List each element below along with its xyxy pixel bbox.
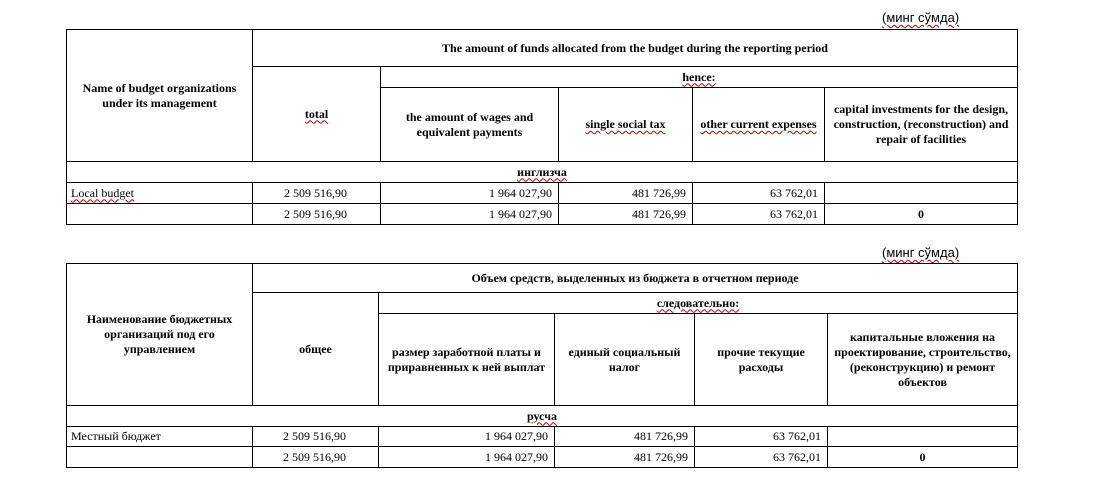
cell-capital bbox=[825, 183, 1018, 204]
header-total: общее bbox=[253, 293, 379, 406]
header-group-title: Объем средств, выделенных из бюджета в отчетном периоде bbox=[253, 264, 1018, 293]
table-row bbox=[67, 447, 1018, 468]
cell-social-tax: 481 726,99 bbox=[555, 427, 695, 447]
cell-capital: 0 bbox=[828, 447, 1018, 468]
cell-total: 2 509 516,90 bbox=[253, 447, 379, 468]
cell-capital bbox=[828, 427, 1018, 447]
header-org-name: Name of budget organizations under its management bbox=[67, 30, 253, 162]
header-other-current: прочие текущие расходы bbox=[695, 314, 828, 406]
cell-total: 2 509 516,90 bbox=[253, 204, 381, 225]
cell-social-tax: 481 726,99 bbox=[559, 204, 693, 225]
header-capital: капитальные вложения на проектирование, строительство, (реконструкцию) и ремонт объектов bbox=[828, 314, 1018, 406]
header-wages: the amount of wages and equivalent payments bbox=[381, 88, 559, 162]
cell-capital: 0 bbox=[825, 204, 1018, 225]
cell-name bbox=[67, 447, 253, 468]
cell-other-current: 63 762,01 bbox=[693, 204, 825, 225]
table-row bbox=[67, 204, 1018, 225]
table-row bbox=[67, 183, 1018, 204]
header-total: total bbox=[253, 67, 381, 162]
header-group-title: The amount of funds allocated from the budget during the reporting period bbox=[253, 30, 1018, 67]
cell-total: 2 509 516,90 bbox=[253, 183, 381, 204]
language-label: инглизча bbox=[67, 162, 1018, 183]
budget-table-english bbox=[66, 29, 1018, 225]
unit-note: (минг сўмда) bbox=[882, 245, 960, 260]
cell-other-current: 63 762,01 bbox=[693, 183, 825, 204]
header-social-tax: единый социальный налог bbox=[555, 314, 695, 406]
unit-note: (минг сўмда) bbox=[882, 10, 960, 25]
cell-other-current: 63 762,01 bbox=[695, 447, 828, 468]
cell-other-current: 63 762,01 bbox=[695, 427, 828, 447]
header-hence: hence: bbox=[381, 67, 1018, 88]
table-row bbox=[67, 427, 1018, 447]
header-social-tax: single social tax bbox=[559, 88, 693, 162]
cell-social-tax: 481 726,99 bbox=[559, 183, 693, 204]
cell-wages: 1 964 027,90 bbox=[379, 427, 555, 447]
language-label: русча bbox=[67, 406, 1018, 427]
cell-name bbox=[67, 204, 253, 225]
header-capital: capital investments for the design, construction, (reconstruction) and repair of facilities bbox=[825, 88, 1018, 162]
cell-wages: 1 964 027,90 bbox=[381, 183, 559, 204]
budget-table-russian bbox=[66, 263, 1018, 468]
cell-name: Местный бюджет bbox=[67, 427, 253, 447]
header-hence: следовательно: bbox=[379, 293, 1018, 314]
cell-total: 2 509 516,90 bbox=[253, 427, 379, 447]
header-other-current: other current expenses bbox=[693, 88, 825, 162]
cell-wages: 1 964 027,90 bbox=[379, 447, 555, 468]
header-wages: размер заработной платы и приравненных к ней выплат bbox=[379, 314, 555, 406]
cell-social-tax: 481 726,99 bbox=[555, 447, 695, 468]
cell-name: Local budget bbox=[67, 183, 253, 204]
cell-wages: 1 964 027,90 bbox=[381, 204, 559, 225]
header-org-name: Наименование бюджетных организаций под его управлением bbox=[67, 264, 253, 406]
